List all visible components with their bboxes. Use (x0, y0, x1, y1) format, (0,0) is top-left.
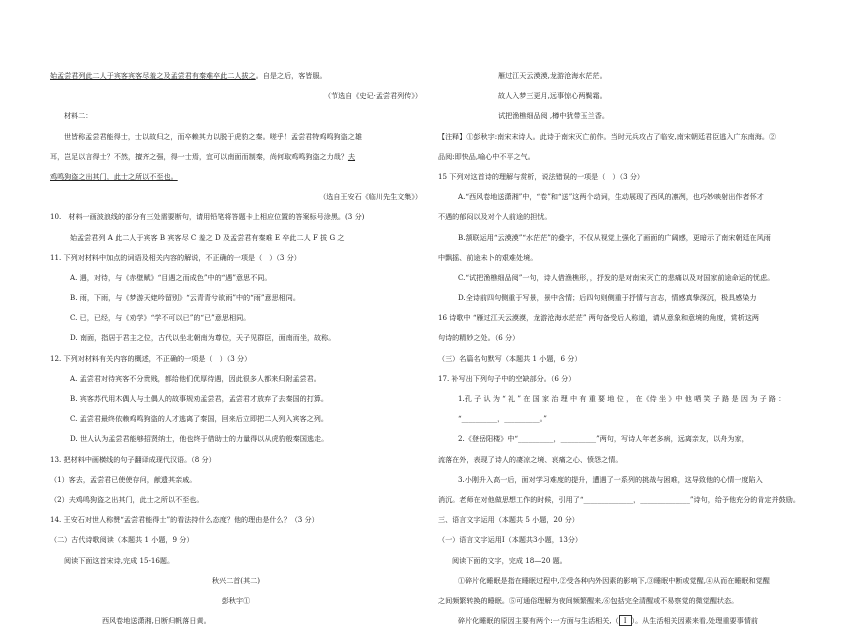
text-line: 15 下列对这首诗的理解与赏析，说法错误的一项是（ ）（3 分） (438, 171, 645, 181)
text-line (50, 66, 422, 86)
text-line: 13. 把材料中画横线的句子翻译成现代汉语。（8 分） (50, 454, 216, 464)
text-segment: 夫 (347, 151, 356, 161)
answer-blank-box: Ⅰ (619, 615, 632, 626)
text-line: ①碎片化睡眠是指在睡眠过程中,②受各种内外因素的影响下,③睡眠中断或觉醒,④从而在睡眠和觉醒 (458, 575, 770, 585)
text-line: 消沉。老师在对他做思想工作的时候，引用了“______________，______________”诗句，给予他充分的肯定并鼓励。 (438, 494, 800, 504)
text-line: B.颔联运用“云漠漠”“水茫茫”的叠字，不仅从视觉上强化了画面的广阔感，更暗示了南宋朝廷在风雨 (458, 232, 771, 242)
text-segment: 鸡鸣狗盗之出其门，此士之所以不至也。 (50, 171, 178, 181)
text-segment: ）。从生活相关因素来看,处理重要事情前 (631, 616, 758, 626)
right-column (438, 66, 808, 631)
text-line: 秋兴二首(其二) (211, 575, 261, 585)
text-line: 始孟尝君列 A 此二人于宾客 B 宾客尽 C 羞之 D 及孟尝君有秦难 E 卒此二人 F 拔 G 之 (70, 232, 345, 242)
text-line: 阅读下面这首宋诗,完成 15-16题。 (64, 555, 175, 565)
text-line: “__________，__________。” (458, 414, 547, 424)
text-line: 14. 王安石对世人称赞“孟尝君能得士”的看法持什么态度？他的理由是什么？（3 分） (50, 515, 319, 525)
text-segment: 始孟尝君列此二人于宾客宾客尽羞之及孟尝君有秦难卒此二人拔之 (50, 71, 256, 80)
text-line: 阅读下面的文字，完成 18—20 题。 (452, 555, 567, 565)
text-segment: 碎片化睡眠的原因主要有两个:一方面与生活相关,（ (458, 616, 619, 626)
text-line: 世皆称孟尝君能得士，士以故归之，而卒赖其力以脱于虎豹之秦。嗟乎！孟尝君特鸡鸣狗盗之雄 (64, 131, 362, 141)
text-line: （2）夫鸡鸣狗盗之出其门，此士之所以不至也。 (50, 494, 204, 504)
text-line: （选自王安石《临川先生文集》） (319, 192, 422, 202)
text-line: 【注释】①彭秋宇:南宋末诗人。此诗于南宋灭亡前作。当时元兵攻占了临安,南宋朝廷君臣逃入广东南海。② (438, 131, 777, 141)
text-line: 品阅:即快品,喻心中不平之气。 (438, 151, 535, 161)
text-line (438, 611, 808, 631)
text-line: 三、语言文字运用（本题共 5 小题，20 分） (438, 515, 579, 525)
text-line: 彭秋宇① (221, 595, 251, 605)
text-line: 流落在外，表现了诗人的凄凉之境、哀痛之心、愤怨之情。 (438, 454, 623, 464)
text-segment: 耳，岂足以言得士？不然，擅齐之强，得一士焉，宜可以南面而制秦，尚何取鸡鸣狗盗之力哉？ (50, 151, 348, 161)
text-line: 10. 材料一画波浪线的部分有三处需要断句，请用铅笔将答题卡上相应位置的答案标号涂黑。(3 分) (50, 212, 365, 222)
text-line (50, 147, 422, 167)
text-line: （二）古代诗歌阅读（本题共 1 小题，9 分） (50, 535, 194, 545)
text-line: （一）语言文字运用Ⅰ（本题共3小题，13分） (438, 535, 583, 545)
text-line: 故人入梦三更月,远事惊心两鬓霜。 (498, 91, 607, 101)
text-line: 11. 下列对材料中加点的词语及相关内容的解说，不正确的一项是（ ）（3 分） (50, 252, 301, 262)
text-line (50, 167, 422, 187)
text-line: 西风卷地送潇湘,日断归帆落日黄。 (102, 616, 211, 626)
text-line: 16 诗歌中 “雁过江天云漠漠，龙游沧海水茫茫” 两句备受后人称道，请从意象和意境的角度，赏析这两 (438, 313, 759, 323)
text-line: B. 宾客苏代用木偶人与土偶人的故事规劝孟尝君，孟尝君才放弃了去秦国的打算。 (70, 394, 329, 403)
left-column (50, 66, 422, 631)
text-line: （1）客去，孟尝君已使使存问，献遗其亲戚。 (50, 474, 197, 484)
text-line: （节选自《史记·孟尝君列传》） (323, 91, 422, 101)
text-line: D.全诗前四句侧重于写景，景中含情；后四句则侧重于抒情与言志，情感真挚深沉，极具感染力 (458, 293, 757, 303)
text-line: A. 孟尝君对待宾客不分贵贱，都给他们优厚待遇，因此很多人都来归附孟尝君。 (70, 373, 321, 383)
text-line: A. 遇，对待，与《赤壁赋》“目遇之而成色”中的“遇”意思不同。 (70, 272, 272, 282)
text-line: 17. 补写出下列句子中的空缺部分。（6 分） (438, 373, 576, 383)
text-line: D. 世人认为孟尝君能够招贤纳士，他也终于借助士的力量得以从虎豹般秦国逃走。 (70, 434, 329, 444)
text-line: A.“西风卷地送潇湘”中，“卷”和“送”这两个动词，生动展现了西风的凛冽，也巧妙映射出作者怀才 (458, 192, 764, 202)
text-line: C. 孟尝君最终依赖鸡鸣狗盗的人才逃离了秦国，回来后立即把二人列入宾客之列。 (70, 414, 328, 424)
text-line: C. 已，已经，与《劝学》“学不可以已”的“已”意思相同。 (70, 313, 251, 323)
text-line: 材料二： (64, 111, 93, 121)
text-line: 3.小刚升入高一后，面对学习难度的提升，遭遇了一系列的挑战与困难，这导致他的心情一度陷入 (458, 474, 763, 484)
text-line: B. 雨，下雨，与《梦游天姥吟留别》“云青青兮欲雨”中的“雨”意思相同。 (70, 293, 300, 303)
text-line: 中飘摇、前途未卜的艰难处境。 (438, 252, 538, 262)
text-line: 试把渔樵细品阅 ,樽中犹带玉兰香。 (498, 111, 609, 121)
text-line: 2.《登岳阳楼》中“__________，__________”两句，写诗人年老多病，远离亲友，以舟为家， (458, 434, 749, 444)
text-line: D. 南面，指居于君主之位，古代以坐北朝南为尊位，天子见群臣，面南而坐，故称。 (70, 333, 336, 343)
text-line: 雁过江天云漠漠,龙游沧海水茫茫。 (498, 71, 607, 80)
text-line: C.“试把渔樵细品阅”一句，诗人借渔樵形，，抒发的是对南宋灭亡的悲痛以及对国家前途命运的忧虑。 (458, 272, 775, 282)
text-line: 1.孔 子 认 为 “ 礼 ” 在 国 家 治 理 中 有 重 要 地 位 ， 在《侍 坐 》中 他 哂 笑 子 路 是 因 为 子 路 ： (458, 394, 786, 403)
text-line: （三）名篇名句默写（本题共 1 小题，6 分） (438, 353, 582, 363)
text-line: 12. 下列对材料有关内容的概述，不正确的一项是（ ）（3 分） (50, 353, 252, 363)
text-line: 句诗的精妙之处。（6 分） (438, 333, 520, 343)
text-line: 不遇的郁闷以及对个人前途的担忧。 (438, 212, 552, 222)
text-segment: 。自是之后，客皆服。 (255, 71, 327, 80)
text-line: 之间频繁转换的睡眠。⑤可通俗理解为夜间频繁醒来,⑥包括完全清醒或不易察觉的微觉醒状态。 (438, 595, 739, 605)
